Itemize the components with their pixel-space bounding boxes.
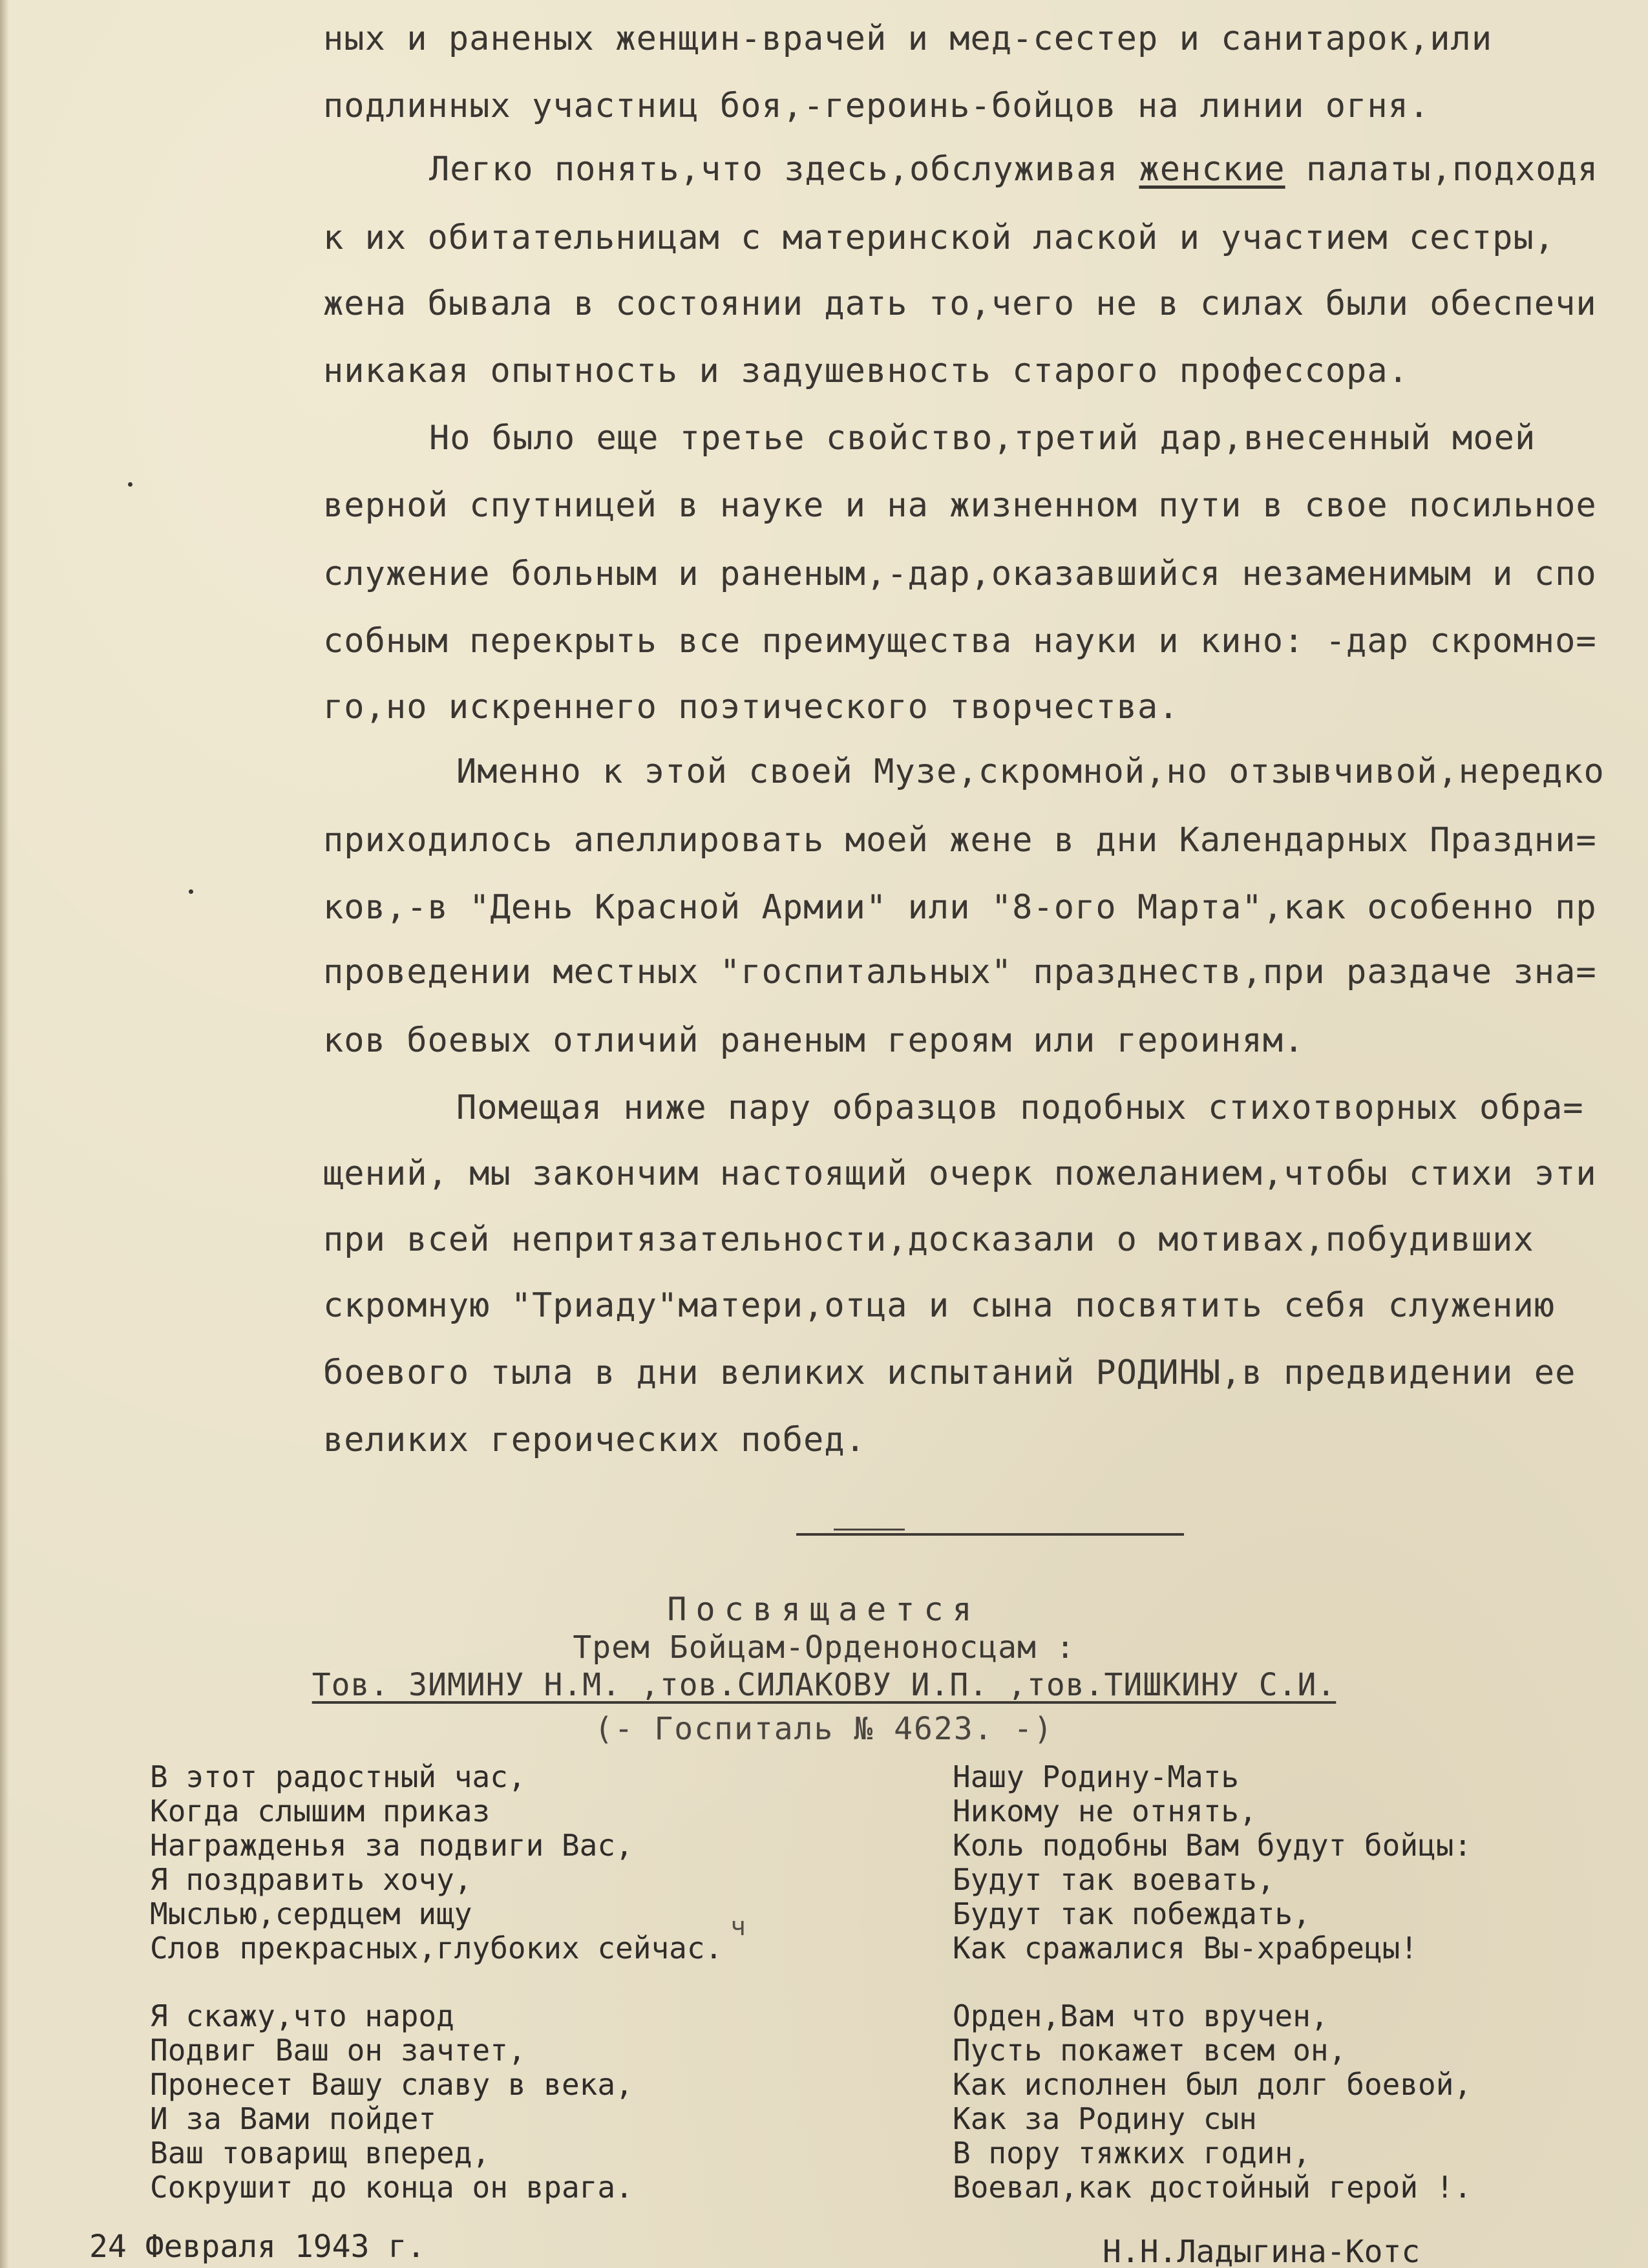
text-line: ков,-в "День Красной Армии" или "8-ого Марта",как особенно пр <box>323 888 1597 927</box>
text-line: верной спутницей в науке и на жизненном пути в свое посильное <box>323 486 1597 525</box>
poem-line: Ваш товарищ вперед, <box>150 2136 491 2170</box>
text-fragment: Легко понять,что здесь,обслуживая <box>429 150 1139 189</box>
poem-line: И за Вами пойдет <box>150 2101 437 2136</box>
poem-line: Я поздравить хочу, <box>150 1862 472 1897</box>
text-fragment: палаты,подходя <box>1285 150 1599 189</box>
poem-line: Как сражалися Вы-храбрецы! <box>953 1931 1419 1966</box>
poem-line: В этот радостный час, <box>150 1759 526 1794</box>
poem-line: В пору тяжких годин, <box>953 2136 1311 2170</box>
text-line: никакая опытность и задушевность старого профессора. <box>323 352 1409 390</box>
text-line: боевого тыла в дни великих испытаний РОДИНЫ,в предвидении ее <box>323 1353 1576 1392</box>
divider-mark <box>834 1529 905 1531</box>
text-line: ков боевых отличий раненым героям или героиням. <box>323 1021 1305 1060</box>
text-line: служение больным и раненым,-дар,оказавшийся незаменимым и спо <box>323 555 1597 593</box>
poem-line: Коль подобны Вам будут бойцы: <box>953 1828 1472 1863</box>
text-line: ных и раненых женщин-врачей и мед-сестер и санитарок,или <box>323 19 1493 58</box>
poem-line: Как исполнен был долг боевой, <box>953 2067 1472 2102</box>
poem-line: Я скажу,что народ <box>150 1998 454 2033</box>
text-line: Но было еще третье свойство,третий дар,внесенный моей <box>429 419 1536 458</box>
text-line: го,но искреннего поэтического творчества. <box>323 688 1179 726</box>
text-line: Именно к этой своей Музе,скромной,но отзывчивой,нередко <box>456 752 1605 791</box>
text-line: щений, мы закончим настоящий очерк пожеланием,чтобы стихи эти <box>323 1154 1597 1193</box>
document-date: 24 Февраля 1943 г. <box>89 2229 426 2265</box>
poem-line: Как за Родину сын <box>953 2101 1257 2136</box>
text-line: Помещая ниже пару образцов подобных стихотворных обра= <box>456 1088 1584 1127</box>
stanza-gap <box>150 1966 723 1999</box>
text-line <box>429 150 1598 189</box>
poem-line: Нашу Родину-Мать <box>953 1759 1240 1794</box>
poem-line: Слов прекрасных,глубоких сейчас. <box>150 1931 723 1966</box>
dedication-names-text: Тов. ЗИМИНУ Н.М. ,тов.СИЛАКОВУ И.П. ,тов.ТИШКИНУ С.И. <box>312 1667 1336 1703</box>
poem-line: Пронесет Вашу славу в века, <box>150 2067 633 2102</box>
text-line: великих героических побед. <box>323 1421 866 1459</box>
text-line: к их обитательницам с материнской лаской и участием сестры, <box>323 218 1556 257</box>
poem-left-column <box>150 1760 723 2205</box>
poem-line: Будут так воевать, <box>953 1862 1275 1897</box>
poem-right-column <box>953 1760 1472 2205</box>
poem-line: Подвиг Ваш он зачтет, <box>150 2033 526 2068</box>
poem-line: Орден,Вам что вручен, <box>953 1998 1329 2033</box>
poem-line: Воевал,как достойный герой !. <box>953 2170 1472 2205</box>
poem-line: Никому не отнять, <box>953 1794 1257 1828</box>
dedication-heading: Посвящается <box>667 1591 981 1628</box>
text-line: проведении местных "госпитальных" празднеств,при раздаче зна= <box>323 953 1597 991</box>
poem-line: Сокрушит до конца он врага. <box>150 2170 633 2205</box>
text-line: подлинных участниц боя,-героинь-бойцов на линии огня. <box>323 87 1430 125</box>
underlined-word: женские <box>1139 150 1285 189</box>
ink-correction-mark: ч <box>730 1912 746 1942</box>
paper-speck <box>189 889 193 894</box>
paper-speck <box>128 482 132 487</box>
poem-line: Когда слышим приказ <box>150 1794 491 1828</box>
poem-line: Будут так побеждать, <box>953 1896 1311 1931</box>
dedication-subheading: Трем Бойцам-Орденоносцам : <box>573 1629 1075 1666</box>
text-line: при всей непритязательности,досказали о мотивах,побудивших <box>323 1220 1534 1259</box>
poem-line: Пусть покажет всем он, <box>953 2033 1347 2068</box>
text-line: скромную "Триаду"матери,отца и сына посвятить себя служению <box>323 1286 1556 1325</box>
dedication-names <box>0 1666 1648 1704</box>
poem-line: Мыслью,сердцем ищу <box>150 1896 472 1931</box>
text-line: жена бывала в состоянии дать то,чего не в силах были обеспечи <box>323 284 1597 323</box>
poem-line: Награжденья за подвиги Вас, <box>150 1828 633 1863</box>
author-signature: Н.Н.Ладыгина-Котс <box>1103 2234 1421 2268</box>
text-line: собным перекрыть все преимущества науки и кино: -дар скромно= <box>323 622 1597 661</box>
stanza-gap <box>953 1966 1472 1999</box>
text-line: приходилось апеллировать моей жене в дни Календарных Праздни= <box>323 821 1597 860</box>
hospital-label: (- Госпиталь № 4623. -) <box>594 1711 1054 1747</box>
section-divider <box>796 1533 1184 1536</box>
